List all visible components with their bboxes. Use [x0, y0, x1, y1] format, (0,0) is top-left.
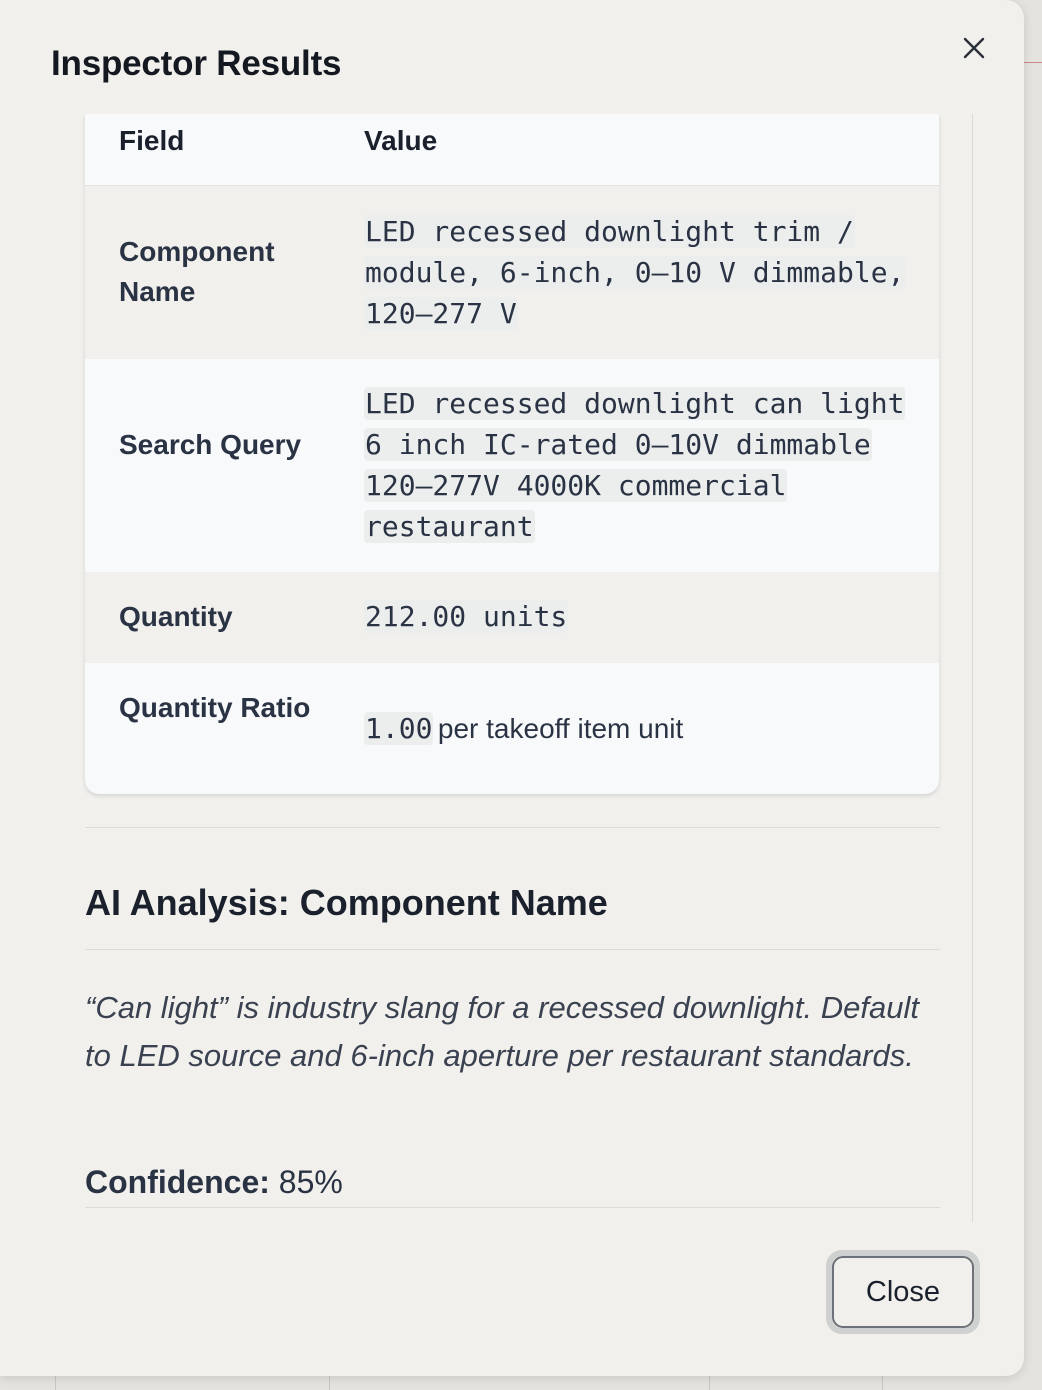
- results-table: [85, 114, 939, 794]
- table-row: [85, 186, 939, 359]
- value-search-query: LED recessed downlight can light 6 inch IC-rated 0–10V dimmable 120–277V 4000K commercial restaurant: [365, 387, 905, 543]
- table-row: [85, 359, 939, 572]
- field-quantity: Quantity: [119, 601, 233, 632]
- field-quantity-ratio: Quantity Ratio: [119, 692, 311, 723]
- value-quantity-ratio-suffix: per takeoff item unit: [437, 713, 684, 744]
- confidence-divider: [85, 1207, 940, 1208]
- field-component-name: Component Name: [119, 236, 275, 307]
- confidence-value: 85%: [278, 1164, 343, 1200]
- modal-title: Inspector Results: [51, 44, 342, 83]
- value-quantity: 212.00 units: [365, 600, 568, 633]
- confidence-line: [85, 1164, 343, 1201]
- backdrop-accent-line: [1022, 62, 1042, 63]
- value-search-query-cell: [364, 383, 924, 547]
- column-header-field: Field: [119, 125, 185, 156]
- backdrop-grid-line: [329, 1376, 330, 1390]
- analysis-text: “Can light” is industry slang for a recessed downlight. Default to LED source and 6-inch aperture per restaurant standards.: [85, 990, 919, 1073]
- table-row: [85, 572, 939, 663]
- value-quantity-cell: [364, 596, 924, 637]
- confidence-label: Confidence:: [85, 1164, 270, 1200]
- value-quantity-ratio: 1.00: [365, 712, 433, 745]
- table-header-row: [85, 114, 939, 186]
- backdrop-grid-line: [55, 1376, 56, 1390]
- backdrop-grid-line: [709, 1376, 710, 1390]
- close-button[interactable]: [826, 1250, 980, 1334]
- close-icon-glyph: [962, 36, 986, 60]
- table-row: [85, 663, 939, 794]
- section-divider: [85, 827, 940, 828]
- title-underline: [85, 949, 940, 950]
- field-search-query: Search Query: [119, 429, 302, 460]
- value-component-name: LED recessed downlight trim / module, 6-inch, 0–10 V dimmable, 120–277 V: [365, 215, 905, 330]
- analysis-title: AI Analysis: Component Name: [85, 882, 608, 923]
- close-icon[interactable]: [956, 30, 992, 66]
- close-button-label: Close: [865, 1275, 941, 1308]
- backdrop-grid-line: [882, 1376, 883, 1390]
- modal-scroll-content[interactable]: [52, 114, 973, 1222]
- value-component-name-cell: [364, 211, 924, 334]
- column-header-value: Value: [364, 125, 438, 156]
- value-quantity-ratio-cell: [364, 708, 924, 749]
